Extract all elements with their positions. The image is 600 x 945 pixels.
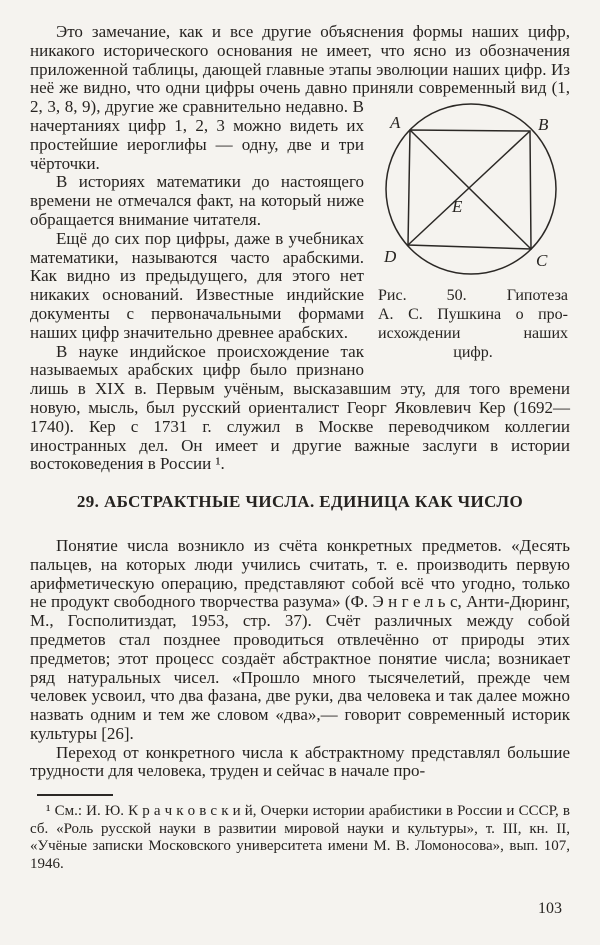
vertex-label-e: E [452, 197, 463, 217]
vertex-label-a: A [390, 113, 401, 133]
vertex-label-d: D [384, 247, 397, 267]
footnote-block [30, 794, 570, 873]
circle-square-diagram-icon [378, 100, 566, 278]
figure-50 [374, 100, 570, 362]
paragraph-2: В историях математики до настоящего времени не отмечался факт, на который ниже обращается внимание читателя. [30, 172, 364, 229]
diagonal-bd [408, 131, 530, 245]
figure-caption [378, 286, 568, 362]
figure-caption-line-2: А. С. Пушкина о про- [378, 306, 568, 324]
page-number: 103 [538, 900, 562, 918]
section-heading: 29. АБСТРАКТНЫЕ ЧИСЛА. ЕДИНИЦА КАК ЧИСЛО [76, 492, 524, 512]
paragraph-3: Ещё до сих пор цифры, даже в учебниках математики, называются часто арабскими. Как видно из предыдущего, для этого нет никаких оснований. Известные индийские документы с первоначальными формами наших цифр значительно древнее арабских. [30, 228, 364, 342]
figure-caption-line-1: Рис. 50. Гипотеза [378, 287, 568, 305]
footnote-divider [37, 794, 113, 796]
vertex-label-b: B [538, 115, 549, 135]
figure-caption-line-3: исхождении наших [378, 325, 568, 343]
paragraph-1-text-b: В начертаниях цифр 1, 2, 3 можно видеть их простейшие иероглифы — одну, две и три чёрточки. [30, 97, 365, 173]
vertex-label-c: C [536, 251, 548, 271]
paragraph-5: Понятие числа возникло из счёта конкретных предметов. «Десять пальцев, на которых люди учились считать, т. е. производить первую арифметическую операцию, представляют собой всё что угодно, только не продукт свободного творчества разума» (Ф. Э н г е л ь с, Анти-Дюринг, М., Госполитиздат, 1953, стр. 37). Счёт различных между собой предметов стал позднее проводиться отвлечённо от природы этих предметов; этот процесс создаёт абстрактное понятие числа; возникает ряд натуральных чисел. «Прошло много тысячелетий, прежде чем человек усвоил, что два фазана, две руки, два человека и так далее можно назвать одним и тем же словом «два»,— говорит современный историк культуры [26]. [30, 535, 570, 743]
paragraph-6: Переход от конкретного числа к абстрактному представлял большие трудности для человека, труден и сейчас в начале про- [30, 742, 570, 781]
footnote-text: ¹ См.: И. Ю. К р а ч к о в с к и й, Очерки истории арабистики в России и СССР, в сб. «Роль русской науки в развитии мировой науки и культуры», т. III, кн. II, «Учёные записки Московского университета имени М. В. Ломоносова», вып. 107, 1946. [30, 803, 570, 873]
figure-caption-line-4: цифр. [453, 344, 493, 362]
paragraph-4: В науке индийское происхождение так называемых арабских цифр было признано лишь в XIX в. Первым учёным, высказавшим эту, для того времени новую, мысль, был русский ориенталист Георг Яковлевич Кер (1692—1740). Кер с 1731 г. служил в Москве переводчиком коллегии иностранных дел. Он имеет и другие важные заслуги в истории востоковедения в России ¹. [30, 341, 570, 474]
paragraph-1-text-a: Это замечание, как и все другие объяснения формы наших цифр, никакого исторического основания не имеет, что ясно из обозначения приложенной таблицы, дающей главные этапы эволюции наших цифр. Из неё же видно, что одни цифры очень давно приняли современный вид (1, 2, 3, 8, 9), другие же сравнительно недавно. [30, 22, 570, 117]
